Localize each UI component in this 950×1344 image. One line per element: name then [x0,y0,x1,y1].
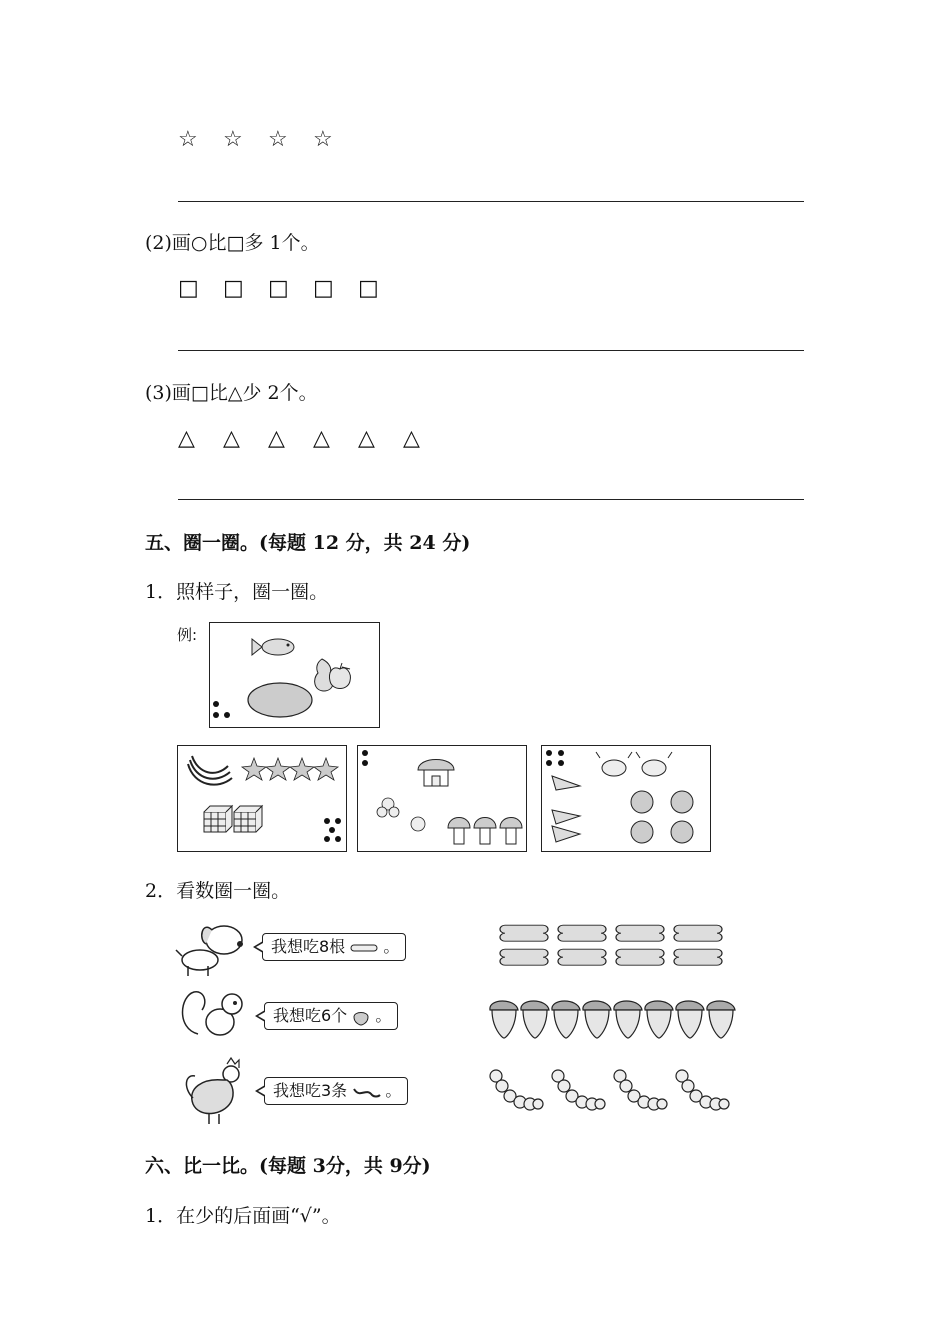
circle-box-crabs[interactable] [541,745,711,852]
section-5-question-1: 1．照样子，圈一圈。 [145,581,329,603]
acorn-icon [676,1001,704,1038]
carrot-icon [552,776,580,842]
bubble-end: 。 [375,1006,392,1025]
acorn-icon [352,1009,370,1025]
answer-line[interactable] [178,499,804,500]
bone-icon [350,943,378,953]
bubble-text: 我想吃3条 [273,1081,348,1100]
circle-box-mushrooms[interactable] [357,745,527,852]
example-box [209,622,380,728]
worms-group[interactable] [488,1066,738,1116]
dot [324,836,330,842]
mushroom-house-icon [418,760,454,787]
worm-icon [352,1085,380,1099]
bubble-text: 我想吃8根 [271,937,346,956]
acorn-icon [521,1001,549,1038]
acorn-icon [707,1001,735,1038]
triangle-icon: △ [178,426,195,451]
speech-bubble-squirrel [264,1002,398,1030]
example-label: 例: [177,626,198,644]
acorn-icon [552,1001,580,1038]
square-icon: □ [268,276,289,301]
dog-icon [178,920,248,978]
dot [329,827,335,833]
bone-icon [558,949,606,965]
dot [224,712,230,718]
answer-line[interactable] [178,201,804,202]
question-3-label: (3)画□比△少 2个。 [145,382,318,404]
dot [213,701,219,707]
starfish-icon [242,758,338,780]
dot [213,712,219,718]
acorn-icon [614,1001,642,1038]
bones-group[interactable] [497,922,729,970]
acorn-icon [490,1001,518,1038]
bone-icon [558,925,606,941]
square-icon: □ [223,276,244,301]
squirrel-icon [180,988,250,1038]
mushroom-icon [448,818,522,845]
bone-icon [674,949,722,965]
section-5-heading: 五、圈一圈。(每题 12 分，共 24 分) [145,532,471,554]
section-6-question-1: 1．在少的后面画“√”。 [145,1205,341,1227]
cube-icon [204,806,262,832]
circle-box-bananas[interactable] [177,745,347,852]
peach-icon [631,791,693,843]
speech-bubble-dog [262,933,406,961]
square-icon: □ [358,276,379,301]
crab-icon [596,752,672,776]
triangle-icon: △ [313,426,330,451]
acorn-icon [645,1001,673,1038]
star-icon: ☆ [313,127,333,152]
square-icon: □ [313,276,334,301]
caterpillar-icon [676,1070,729,1110]
dot [335,818,341,824]
fish-icon [252,639,294,655]
triangle-icon: △ [268,426,285,451]
speech-bubble-rooster [264,1077,408,1105]
watermelon-icon [248,683,312,717]
triangle-icon: △ [223,426,240,451]
square-icon: □ [178,276,199,301]
dot [335,836,341,842]
dot [324,818,330,824]
bubble-end: 。 [383,937,400,956]
bubble-end: 。 [385,1081,402,1100]
banana-icon [188,756,232,785]
triangle-icon: △ [403,426,420,451]
triangle-icon: △ [358,426,375,451]
bone-icon [616,925,664,941]
star-icon: ☆ [223,127,243,152]
bone-icon [500,949,548,965]
star-icon: ☆ [268,127,288,152]
star-icon: ☆ [178,127,198,152]
box-c-illustration [542,746,710,851]
example-illustration [210,623,379,727]
box-b-illustration [358,746,526,851]
acorn-icon [583,1001,611,1038]
section-6-heading: 六、比一比。(每题 3分，共 9分) [145,1155,431,1177]
caterpillar-icon [614,1070,667,1110]
section-5-question-2: 2．看数圈一圈。 [145,880,291,902]
rooster-icon [183,1058,249,1124]
bone-icon [616,949,664,965]
caterpillar-icon [490,1070,543,1110]
box-a-illustration [178,746,346,851]
stars-row [178,128,358,152]
bubble-text: 我想吃6个 [273,1006,348,1025]
triangles-row [178,427,448,451]
question-2-label: (2)画○比□多 1个。 [145,232,320,254]
apple-icon [329,663,350,689]
acorns-group[interactable] [488,994,738,1040]
squares-row [178,277,403,301]
bone-icon [500,925,548,941]
caterpillar-icon [552,1070,605,1110]
answer-line[interactable] [178,350,804,351]
bone-icon [674,925,722,941]
flower-icon [377,798,425,831]
